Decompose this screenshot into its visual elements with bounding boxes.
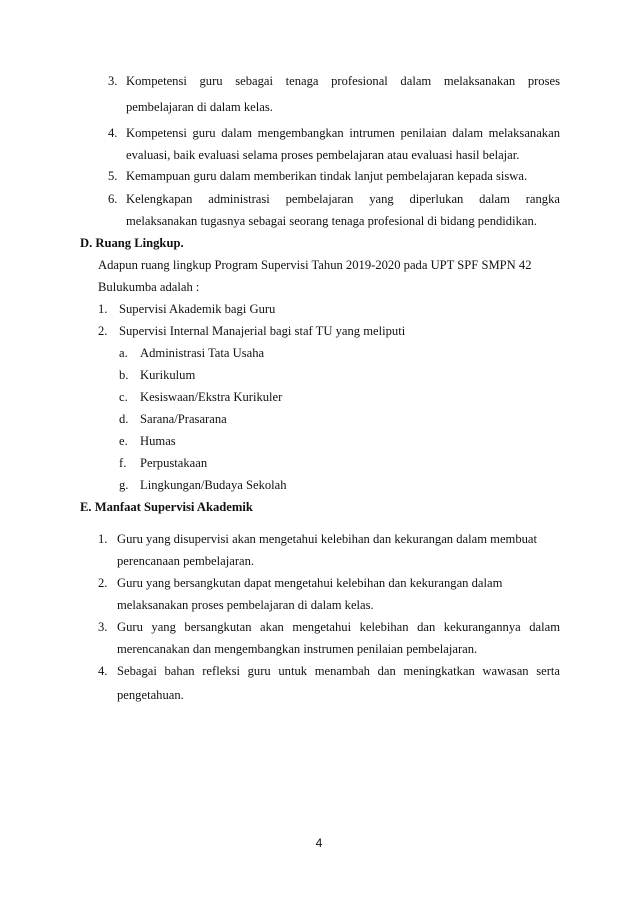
list-item-line: Kemampuan guru dalam memberikan tindak lanjut pembelajaran kepada siswa. [126, 169, 528, 183]
list-number: 2. [98, 324, 108, 338]
list-item-line: merencanakan dan mengembangkan instrumen penilaian pembelajaran. [117, 642, 478, 656]
sublist-letter: e. [119, 434, 128, 448]
page-number: 4 [315, 836, 323, 850]
sublist-item: Lingkungan/Budaya Sekolah [140, 478, 287, 492]
sublist-item: Administrasi Tata Usaha [140, 346, 265, 360]
list-item: Supervisi Akademik bagi Guru [119, 302, 276, 316]
section-heading: E. Manfaat Supervisi Akademik [80, 500, 253, 514]
list-item-line: melaksanakan proses pembelajaran di dalam kelas. [117, 598, 374, 612]
list-number: 4. [108, 126, 118, 140]
list-number: 5. [108, 169, 118, 183]
list-item-line: pembelajaran di dalam kelas. [126, 100, 273, 114]
sublist-letter: b. [119, 368, 129, 382]
list-number: 1. [98, 302, 108, 316]
list-number: 1. [98, 532, 108, 546]
sublist-letter: a. [119, 346, 128, 360]
paragraph-line: Bulukumba adalah : [98, 280, 200, 294]
list-item-line: Kelengkapan administrasi pembelajaran yang diperlukan dalam rangka [126, 192, 560, 206]
list-number: 2. [98, 576, 108, 590]
sublist-letter: g. [119, 478, 129, 492]
list-item-line: evaluasi, baik evaluasi selama proses pembelajaran atau evaluasi hasil belajar. [126, 148, 520, 162]
section-heading: D. Ruang Lingkup. [80, 236, 184, 250]
list-number: 6. [108, 192, 118, 206]
sublist-item: Kurikulum [140, 368, 196, 382]
paragraph-line: Adapun ruang lingkup Program Supervisi Tahun 2019-2020 pada UPT SPF SMPN 42 [98, 258, 532, 272]
list-item: Supervisi Internal Manajerial bagi staf TU yang meliputi [119, 324, 406, 338]
list-item-line: Guru yang bersangkutan dapat mengetahui kelebihan dan kekurangan dalam [117, 576, 503, 590]
list-item-line: pengetahuan. [117, 688, 184, 702]
list-item-line: Guru yang disupervisi akan mengetahui kelebihan dan kekurangan dalam membuat [117, 532, 538, 546]
sublist-letter: f. [119, 456, 127, 470]
list-number: 3. [98, 620, 108, 634]
list-item-line: Kompetensi guru sebagai tenaga profesional dalam melaksanakan proses [126, 74, 560, 88]
sublist-item: Sarana/Prasarana [140, 412, 227, 426]
list-item-line: Guru yang bersangkutan akan mengetahui kelebihan dan kekurangannya dalam [117, 620, 560, 634]
sublist-item: Perpustakaan [140, 456, 208, 470]
list-item-line: Kompetensi guru dalam mengembangkan intrumen penilaian dalam melaksanakan [126, 126, 560, 140]
list-item-line: Sebagai bahan refleksi guru untuk menambah dan meningkatkan wawasan serta [117, 664, 560, 678]
sublist-item: Kesiswaan/Ekstra Kurikuler [140, 390, 283, 404]
list-item-line: melaksanakan tugasnya sebagai seorang tenaga profesional di bidang pendidikan. [126, 214, 537, 228]
sublist-letter: c. [119, 390, 128, 404]
list-number: 4. [98, 664, 108, 678]
sublist-item: Humas [140, 434, 176, 448]
list-number: 3. [108, 74, 118, 88]
sublist-letter: d. [119, 412, 129, 426]
list-item-line: perencanaan pembelajaran. [117, 554, 255, 568]
